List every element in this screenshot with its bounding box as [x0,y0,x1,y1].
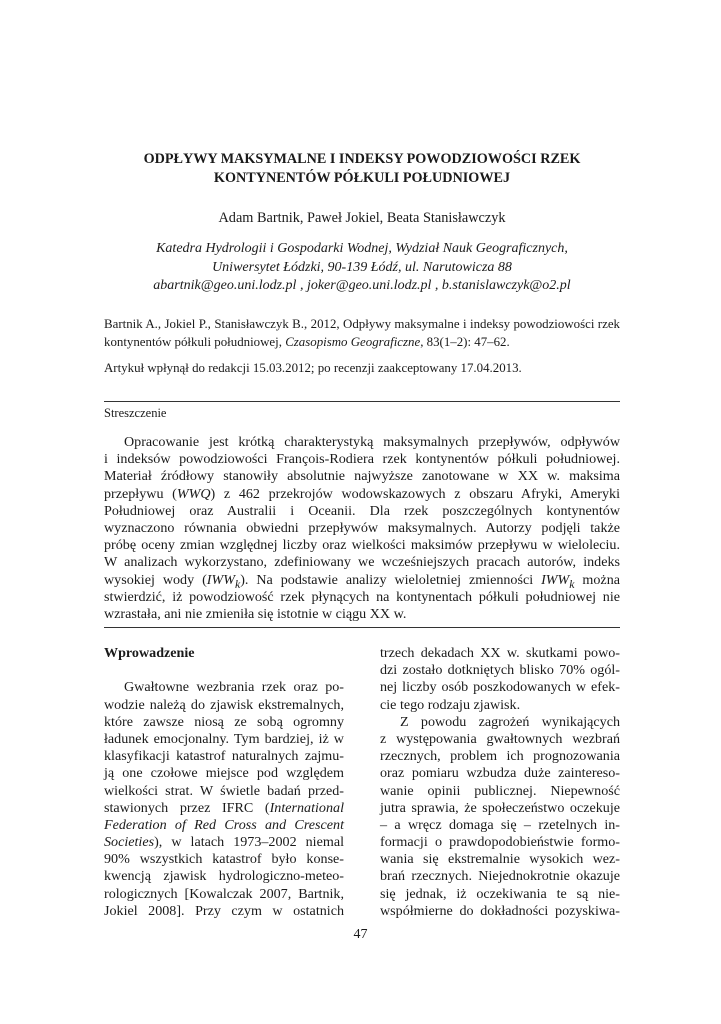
abstract-line: W analizach wykorzystano, zdefiniowany we wcześniejszych pracach autorów, indeks [104,554,620,571]
body-line: wielkości strat. W świetle badań przed- [104,782,344,799]
body-line: ładunek emocjonalny. Tym bardziej, iż w [104,730,344,747]
citation-volume: , 83(1–2): 47–62. [420,334,510,349]
affiliation-line-2: Uniwersytet Łódzki, 90-139 Łódź, ul. Narutowicza 88 [212,259,512,275]
body-line: klasyfikacji katastrof naturalnych zajmu- [104,748,344,765]
body-italic: International [269,799,344,816]
abstract-line: Południowej oraz Australii i Oceanii. Dla rzek poszczególnych kontynentów [104,502,620,519]
abstract-line: i indeksów powodziowości François-Rodiera rzek kontynentów półkuli południowej. [104,451,620,468]
article-title [104,150,620,188]
abstract-subscript: k [234,577,241,591]
body-line: rologicznych [Kowalczak 2007, Bartnik, [104,885,344,902]
intro-right-column [380,645,620,920]
received-note: Artykuł wpłynął do redakcji 15.03.2012; po recenzji zaakceptowany 17.04.2013. [104,361,522,375]
body-italic: Societies [104,834,155,851]
body-line: 90% wszystkich katastrof było konse- [104,851,344,868]
body-line: – a wręcz domaga się – rzetelnych in- [380,816,620,833]
abstract-text: ). Na podstawie analizy wieloletniej zmienności [240,571,542,588]
abstract-line: wyznaczono równania obwiedni przepływów maksymalnych. Autorzy podjęli także [104,519,620,536]
citation-journal: Czasopismo Geograficzne [285,334,421,349]
body-italic: Federation of Red Cross and Crescent [104,816,344,833]
top-divider [104,401,620,402]
affiliation-emails: abartnik@geo.uni.lodz.pl , joker@geo.uni.lodz.pl , b.stanislawczyk@o2.pl [153,278,571,293]
abstract-line [104,572,620,589]
heading-gap [104,662,344,679]
abstract-text: przepływu ( [104,485,177,502]
body-line: wania się ekstremalnie wysokich wez- [380,851,620,868]
abstract [104,434,620,623]
title-line-1: ODPŁYWY MAKSYMALNE I INDEKSY POWODZIOWOŚCI RZEK [143,151,581,167]
body-line: trzech dekadach XX w. skutkami powo- [380,645,620,661]
body-line: nej liczby osób poszkodowanych w efek- [380,679,620,696]
abstract-symbol-iww: IWW [206,571,235,588]
body-text: ), w latach 1973–2002 niemal [154,834,344,851]
body-line: się jednak, iż oczekiwania te są nie- [380,885,620,902]
body-line: wodzie należą do zjawisk ekstremalnych, [104,696,344,713]
abstract-symbol-wwq: WWQ [176,485,211,502]
section-heading: Wprowadzenie [104,645,195,661]
body-line: brań rzecznych. Niejednokrotnie okazuje [380,868,620,885]
body-line: z występowania gwałtownych wezbrań [380,730,620,747]
body-line: kwencją zjawisk hydrologiczno-meteo- [104,868,344,885]
abstract-line: wzrastała, ani nie zmieniła się istotnie w ciągu XX w. [104,605,407,622]
body-text: stawionych przez IFRC ( [104,799,270,816]
body-line: współmierne do dokładności pozyskiwa- [380,902,620,919]
page-number: 47 [353,927,368,942]
abstract-text: można [574,571,620,588]
abstract-line [104,486,620,503]
body-line: wanie opinii publicznej. Niepewność [380,782,620,799]
body-line [104,817,344,834]
affiliation [104,240,620,296]
abstract-text: wysokiej wody ( [104,571,207,588]
body-line [104,800,344,817]
section-divider [104,627,620,628]
abstract-line: Opracowanie jest krótką charakterystyką maksymalnych przepływów, odpływów [124,434,620,450]
body-line: cie tego rodzaju zjawisk. [380,696,521,713]
body-line: formacji o prawdopodobieństwie formo- [380,834,620,851]
body-line [104,834,344,851]
citation [104,316,620,351]
abstract-subscript: k [569,577,575,591]
body-line: Z powodu zagrożeń wynikających [400,713,620,730]
abstract-symbol-iww: IWW [541,571,570,588]
abstract-line: stwierdzić, iż powodziowość rzek płynących na kontynentach półkuli południowej nie [104,588,620,605]
citation-text: Bartnik A., Jokiel P., Stanisławczyk B., 2012, Odpływy maksymalne i indeksy powodziowości rzek kontynentów półkuli południowej, [104,317,620,349]
body-line: które zawsze niosą ze sobą ogromny [104,713,344,730]
body-line: Jokiel 2008]. Przy czym w ostatnich [104,902,344,919]
abstract-line: próbę oceny zmian względnej liczby oraz wielkości maksimów przepływu w wieloleciu. [104,537,620,554]
body-line: rzecznych, problem ich prognozowania [380,748,620,765]
body-line: oraz pomiaru wzbudza duże zaintereso- [380,765,620,782]
abstract-label: Streszczenie [104,406,167,420]
affiliation-line-1: Katedra Hydrologii i Gospodarki Wodnej, Wydział Nauk Geograficznych, [156,241,568,256]
abstract-line: Materiał źródłowy stanowiły absolutnie najwyższe zanotowane w XX w. maksima [104,468,620,485]
title-line-2: KONTYNENTÓW PÓŁKULI POŁUDNIOWEJ [213,170,511,186]
authors: Adam Bartnik, Paweł Jokiel, Beata Stanisławczyk [218,210,506,226]
abstract-text: ) z 462 przekrojów wodowskazowych z obszaru Afryki, Ameryki [210,485,621,502]
body-line: Gwałtowne wezbrania rzek oraz po- [124,679,344,696]
body-line: ją one czołowe miejsce pod względem [104,765,344,782]
intro-left-column [104,645,344,920]
body-line: jutra sprawia, że społeczeństwo oczekuje [380,799,620,816]
body-line: dzi zostało dotkniętych blisko 70% ogól- [380,662,620,679]
